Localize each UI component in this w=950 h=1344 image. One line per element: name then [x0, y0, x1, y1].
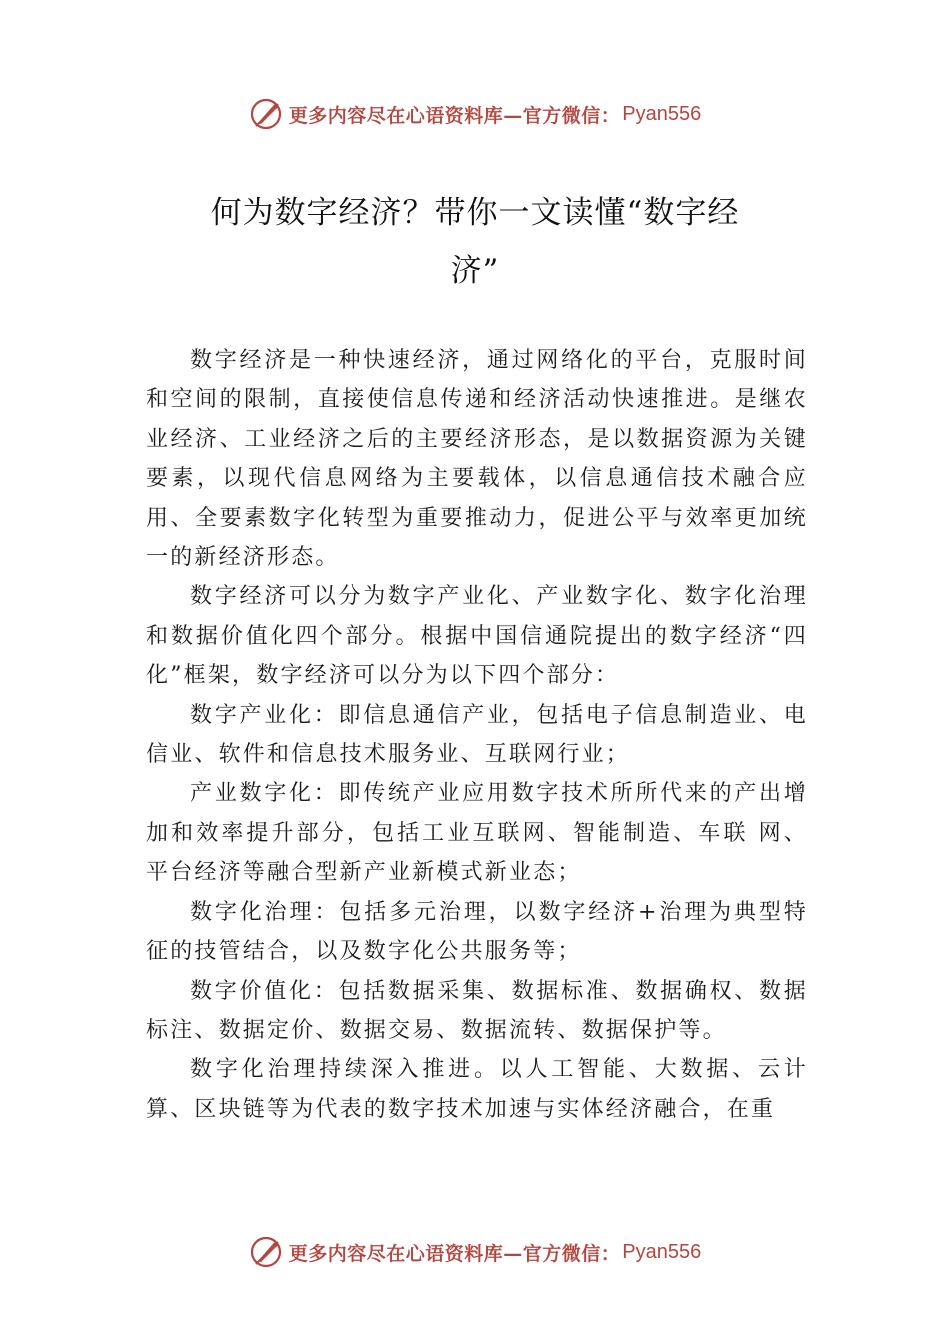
quill-pen-logo-icon — [249, 97, 283, 131]
paragraph-digital-governance: 数字化治理：包括多元治理，以数字经济+治理为典型特征的技管结合，以及数字化公共服务等； — [146, 899, 808, 965]
document-body — [146, 341, 808, 1129]
watermark-text: 更多内容尽在心语资料库—官方微信： — [288, 1242, 621, 1265]
wechat-id: Pyan556 — [622, 102, 702, 125]
document-title — [150, 184, 800, 300]
paragraph-definition: 数字经济是一种快速经济，通过网络化的平台，克服时间和空间的限制，直接使信息传递和经济活动快速推进。是继农业经济、工业经济之后的主要经济形态，是以数据资源为关键要素，以现代信息网络为主要载体，以信息通信技术融合应用、全要素数字化转型为重要推动力，促进公平与效率更加统一的新经济形态。 — [146, 348, 808, 571]
paragraph-four-parts: 数字经济可以分为数字产业化、产业数字化、数字化治理和数据价值化四个部分。根据中国信通院提出的数字经济“四化”框架，数字经济可以分为以下四个部分： — [146, 584, 808, 689]
paragraph-data-valorization: 数字价值化：包括数据采集、数据标准、数据确权、数据标注、数据定价、数据交易、数据流转、数据保护等。 — [146, 978, 808, 1043]
title-line-1: 何为数字经济？带你一文读懂“数字经 — [210, 195, 740, 231]
footer-watermark-banner — [0, 1232, 950, 1272]
watermark-text: 更多内容尽在心语资料库—官方微信： — [288, 104, 621, 127]
paragraph-digital-industrialization: 数字产业化：即信息通信产业，包括电子信息制造业、电信业、软件和信息技术服务业、互联网行业； — [146, 702, 808, 768]
title-line-2: 济” — [450, 253, 500, 289]
paragraph-governance-progress: 数字化治理持续深入推进。以人工智能、大数据、云计算、区块链等为代表的数字技术加速与实体经济融合，在重 — [146, 1057, 808, 1122]
quill-pen-logo-icon — [249, 1235, 283, 1269]
header-watermark-banner — [0, 94, 950, 134]
paragraph-industrial-digitalization: 产业数字化：即传统产业应用数字技术所所代来的产出增加和效率提升部分，包括工业互联网、智能制造、车联 网、平台经济等融合型新产业新模式新业态； — [146, 781, 808, 886]
wechat-id: Pyan556 — [622, 1240, 702, 1263]
